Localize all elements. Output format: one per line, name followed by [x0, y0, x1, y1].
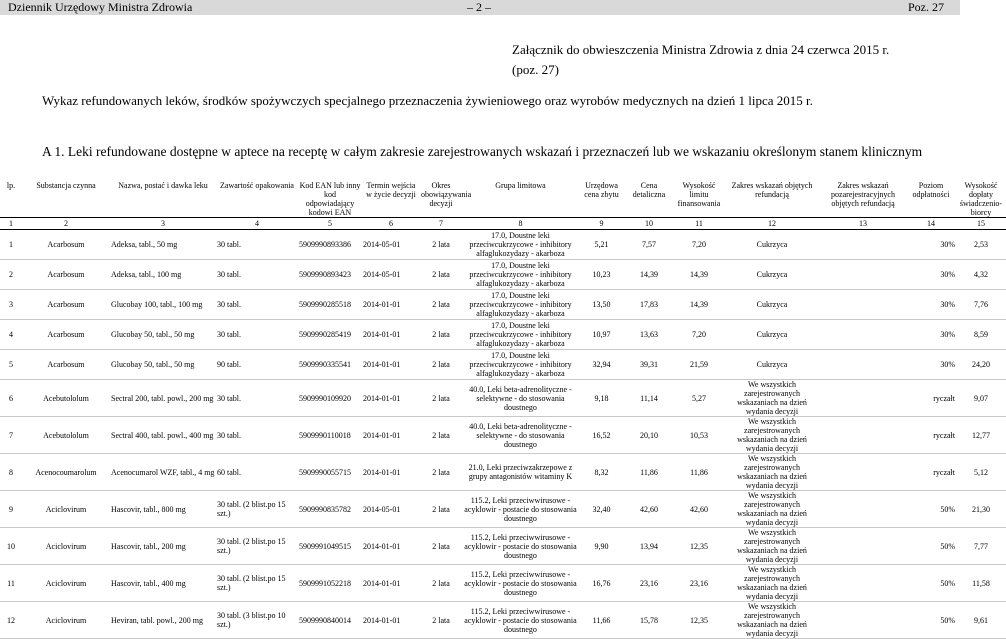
- copay-cell: 9,61: [956, 602, 1006, 639]
- substance-cell: Acenocoumarolum: [22, 454, 110, 491]
- copay-cell: 21,30: [956, 491, 1006, 528]
- payment-level-cell: ryczałt: [906, 454, 956, 491]
- column-number: 1: [0, 218, 22, 230]
- column-header: Poziom odpłatności: [912, 181, 950, 199]
- ean-cell: 5909991049515: [298, 528, 362, 565]
- copay-cell: 7,77: [956, 528, 1006, 565]
- start-date-cell: 2014-01-01: [362, 602, 420, 639]
- column-number: 8: [462, 218, 579, 230]
- copay-cell: 9,07: [956, 380, 1006, 417]
- drug-name-cell: Heviran, tabl. powl., 200 mg: [110, 602, 216, 639]
- table-row: [0, 491, 1006, 528]
- wholesale-price-cell: 16,52: [579, 417, 624, 454]
- offlabel-scope-cell: [820, 565, 906, 602]
- column-number: 11: [674, 218, 724, 230]
- limit-group-cell: 115.2, Leki przeciwwirusowe - acyklowir - postacie do stosowania doustnego: [462, 528, 579, 565]
- offlabel-scope-cell: [820, 260, 906, 290]
- drug-name-cell: Glucobay 50, tabl., 50 mg: [110, 350, 216, 380]
- financing-limit-cell: 5,27: [674, 380, 724, 417]
- period-cell: 2 lata: [420, 320, 462, 350]
- offlabel-scope-cell: [820, 528, 906, 565]
- column-number: 3: [110, 218, 216, 230]
- row-lp: 2: [0, 260, 22, 290]
- period-cell: 2 lata: [420, 230, 462, 260]
- retail-price-cell: 14,39: [624, 260, 674, 290]
- payment-level-cell: ryczałt: [906, 380, 956, 417]
- wholesale-price-cell: 16,76: [579, 565, 624, 602]
- section-title: A 1. Leki refundowane dostępne w aptece na receptę w całym zakresie zarejestrowanych wskazań i przeznaczeń lub we wskazaniu określonym stanem klinicznym: [42, 144, 923, 159]
- limit-group-cell: 21.0, Leki przeciwzakrzepowe z grupy antagonistów witaminy K: [462, 454, 579, 491]
- row-lp: 12: [0, 602, 22, 639]
- row-lp: 11: [0, 565, 22, 602]
- copay-cell: 24,20: [956, 350, 1006, 380]
- financing-limit-cell: 12,35: [674, 602, 724, 639]
- offlabel-scope-cell: [820, 491, 906, 528]
- row-lp: 5: [0, 350, 22, 380]
- package-cell: 30 tabl. (2 blist.po 15 szt.): [216, 528, 298, 565]
- column-header: Kod EAN lub inny kod odpowiadający kodowi EAN: [299, 181, 361, 217]
- ean-cell: 5909990055715: [298, 454, 362, 491]
- journal-title: Dziennik Urzędowy Ministra Zdrowia: [8, 0, 193, 14]
- payment-level-cell: 50%: [906, 491, 956, 528]
- payment-level-cell: 50%: [906, 528, 956, 565]
- column-header: Zakres wskazań objętych refundacją: [731, 181, 813, 199]
- substance-cell: Acarbosum: [22, 320, 110, 350]
- column-header: Zakres wskazań pozarejestracyjnych objętych refundacją: [831, 181, 895, 208]
- ean-cell: 5909990835782: [298, 491, 362, 528]
- drug-name-cell: Sectral 400, tabl. powl., 400 mg: [110, 417, 216, 454]
- column-number: 10: [624, 218, 674, 230]
- retail-price-cell: 13,94: [624, 528, 674, 565]
- indication-scope-cell: Cukrzyca: [724, 320, 820, 350]
- table-row: [0, 417, 1006, 454]
- table-row: [0, 528, 1006, 565]
- start-date-cell: 2014-01-01: [362, 565, 420, 602]
- wholesale-price-cell: 9,90: [579, 528, 624, 565]
- limit-group-cell: 40.0, Leki beta-adrenolityczne - selektywne - do stosowania doustnego: [462, 417, 579, 454]
- drug-name-cell: Hascovir, tabl., 200 mg: [110, 528, 216, 565]
- column-header: Cena detaliczna: [632, 181, 666, 199]
- column-number: 14: [906, 218, 956, 230]
- financing-limit-cell: 14,39: [674, 290, 724, 320]
- financing-limit-cell: 14,39: [674, 260, 724, 290]
- table-row: [0, 380, 1006, 417]
- payment-level-cell: 50%: [906, 602, 956, 639]
- indication-scope-cell: Cukrzyca: [724, 350, 820, 380]
- drug-name-cell: Adeksa, tabl., 50 mg: [110, 230, 216, 260]
- column-number: 9: [579, 218, 624, 230]
- limit-group-cell: 17.0, Doustne leki przeciwcukrzycowe - inhibitory alfaglukozydazy - akarboza: [462, 320, 579, 350]
- page-header: [0, 0, 960, 15]
- retail-price-cell: 7,57: [624, 230, 674, 260]
- column-header: Grupa limitowa: [495, 181, 546, 190]
- wholesale-price-cell: 5,21: [579, 230, 624, 260]
- table-row: [0, 602, 1006, 639]
- copay-cell: 5,12: [956, 454, 1006, 491]
- document-title: Wykaz refundowanych leków, środków spożywczych specjalnego przeznaczenia żywieniowego oraz wyrobów medycznych na dzień 1 lipca 2015 r.: [42, 93, 813, 108]
- limit-group-cell: 115.2, Leki przeciwwirusowe - acyklowir - postacie do stosowania doustnego: [462, 602, 579, 639]
- copay-cell: 11,58: [956, 565, 1006, 602]
- financing-limit-cell: 21,59: [674, 350, 724, 380]
- column-header: Nazwa, postać i dawka leku: [118, 181, 208, 190]
- row-lp: 6: [0, 380, 22, 417]
- start-date-cell: 2014-05-01: [362, 260, 420, 290]
- package-cell: 30 tabl. (2 blist.po 15 szt.): [216, 491, 298, 528]
- table-row: [0, 565, 1006, 602]
- period-cell: 2 lata: [420, 350, 462, 380]
- column-number: 6: [362, 218, 420, 230]
- limit-group-cell: 17.0, Doustne leki przeciwcukrzycowe - inhibitory alfaglukozydazy - akarboza: [462, 290, 579, 320]
- indication-scope-cell: Cukrzyca: [724, 230, 820, 260]
- drug-name-cell: Sectral 200, tabl. powl., 200 mg: [110, 380, 216, 417]
- table-row: [0, 230, 1006, 260]
- package-cell: 30 tabl.: [216, 320, 298, 350]
- copay-cell: 12,77: [956, 417, 1006, 454]
- retail-price-cell: 20,10: [624, 417, 674, 454]
- table-row: [0, 350, 1006, 380]
- retail-price-cell: 23,16: [624, 565, 674, 602]
- offlabel-scope-cell: [820, 602, 906, 639]
- indication-scope-cell: We wszystkich zarejestrowanych wskazaniach na dzień wydania decyzji: [724, 454, 820, 491]
- table-row: [0, 290, 1006, 320]
- payment-level-cell: 30%: [906, 350, 956, 380]
- column-header: Termin wejścia w życie decyzji: [366, 181, 416, 199]
- ean-cell: 5909990110018: [298, 417, 362, 454]
- substance-cell: Acarbosum: [22, 350, 110, 380]
- payment-level-cell: 50%: [906, 565, 956, 602]
- wholesale-price-cell: 8,32: [579, 454, 624, 491]
- financing-limit-cell: 42,60: [674, 491, 724, 528]
- financing-limit-cell: 7,20: [674, 320, 724, 350]
- payment-level-cell: 30%: [906, 230, 956, 260]
- column-header: Substancja czynna: [36, 181, 96, 190]
- substance-cell: Acebutololum: [22, 417, 110, 454]
- financing-limit-cell: 12,35: [674, 528, 724, 565]
- drug-name-cell: Hascovir, tabl., 400 mg: [110, 565, 216, 602]
- page-number: – 2 –: [467, 0, 491, 14]
- drug-name-cell: Glucobay 100, tabl., 100 mg: [110, 290, 216, 320]
- row-lp: 3: [0, 290, 22, 320]
- column-number: 12: [724, 218, 820, 230]
- indication-scope-cell: We wszystkich zarejestrowanych wskazaniach na dzień wydania decyzji: [724, 380, 820, 417]
- start-date-cell: 2014-01-01: [362, 454, 420, 491]
- table-row: [0, 260, 1006, 290]
- wholesale-price-cell: 9,18: [579, 380, 624, 417]
- row-lp: 4: [0, 320, 22, 350]
- period-cell: 2 lata: [420, 565, 462, 602]
- start-date-cell: 2014-01-01: [362, 417, 420, 454]
- ean-cell: 5909990893423: [298, 260, 362, 290]
- retail-price-cell: 11,86: [624, 454, 674, 491]
- financing-limit-cell: 11,86: [674, 454, 724, 491]
- package-cell: 30 tabl.: [216, 260, 298, 290]
- period-cell: 2 lata: [420, 290, 462, 320]
- ean-cell: 5909990285518: [298, 290, 362, 320]
- column-header: lp.: [6, 181, 16, 190]
- indication-scope-cell: We wszystkich zarejestrowanych wskazaniach na dzień wydania decyzji: [724, 565, 820, 602]
- wholesale-price-cell: 10,23: [579, 260, 624, 290]
- start-date-cell: 2014-05-01: [362, 230, 420, 260]
- row-lp: 1: [0, 230, 22, 260]
- column-header: Zawartość opakowania: [220, 181, 294, 190]
- limit-group-cell: 40.0, Leki beta-adrenolityczne - selektywne - do stosowania doustnego: [462, 380, 579, 417]
- ean-cell: 5909990335541: [298, 350, 362, 380]
- package-cell: 30 tabl.: [216, 290, 298, 320]
- retail-price-cell: 13,63: [624, 320, 674, 350]
- ean-cell: 5909990109920: [298, 380, 362, 417]
- offlabel-scope-cell: [820, 320, 906, 350]
- ean-cell: 5909990893386: [298, 230, 362, 260]
- wholesale-price-cell: 13,50: [579, 290, 624, 320]
- period-cell: 2 lata: [420, 491, 462, 528]
- ean-cell: 5909990285419: [298, 320, 362, 350]
- drug-name-cell: Glucobay 50, tabl., 50 mg: [110, 320, 216, 350]
- period-cell: 2 lata: [420, 602, 462, 639]
- payment-level-cell: ryczałt: [906, 417, 956, 454]
- column-number: 5: [298, 218, 362, 230]
- offlabel-scope-cell: [820, 290, 906, 320]
- column-number: 15: [956, 218, 1006, 230]
- payment-level-cell: 30%: [906, 260, 956, 290]
- limit-group-cell: 115.2, Leki przeciwwirusowe - acyklowir - postacie do stosowania doustnego: [462, 491, 579, 528]
- column-number: 2: [22, 218, 110, 230]
- column-header: Okres obowiązywania decyzji: [421, 181, 472, 208]
- package-cell: 30 tabl.: [216, 230, 298, 260]
- copay-cell: 8,59: [956, 320, 1006, 350]
- start-date-cell: 2014-01-01: [362, 320, 420, 350]
- start-date-cell: 2014-01-01: [362, 290, 420, 320]
- start-date-cell: 2014-01-01: [362, 380, 420, 417]
- offlabel-scope-cell: [820, 454, 906, 491]
- limit-group-cell: 17.0, Doustne leki przeciwcukrzycowe - inhibitory alfaglukozydazy - akarboza: [462, 230, 579, 260]
- financing-limit-cell: 7,20: [674, 230, 724, 260]
- substance-cell: Acarbosum: [22, 230, 110, 260]
- wholesale-price-cell: 32,94: [579, 350, 624, 380]
- financing-limit-cell: 23,16: [674, 565, 724, 602]
- package-cell: 60 tabl.: [216, 454, 298, 491]
- table-row: [0, 454, 1006, 491]
- period-cell: 2 lata: [420, 454, 462, 491]
- wholesale-price-cell: 11,66: [579, 602, 624, 639]
- header-row: [0, 181, 1006, 218]
- offlabel-scope-cell: [820, 380, 906, 417]
- wholesale-price-cell: 10,97: [579, 320, 624, 350]
- column-header: Wysokość dopłaty świadczenio-biorcy: [959, 181, 1003, 217]
- start-date-cell: 2014-01-01: [362, 350, 420, 380]
- offlabel-scope-cell: [820, 350, 906, 380]
- position-number: Poz. 27: [908, 0, 944, 14]
- row-lp: 9: [0, 491, 22, 528]
- drug-name-cell: Acenocumarol WZF, tabl., 4 mg: [110, 454, 216, 491]
- indication-scope-cell: Cukrzyca: [724, 290, 820, 320]
- indication-scope-cell: We wszystkich zarejestrowanych wskazaniach na dzień wydania decyzji: [724, 528, 820, 565]
- column-header: Urzędowa cena zbytu: [584, 181, 619, 199]
- start-date-cell: 2014-05-01: [362, 491, 420, 528]
- copay-cell: 7,76: [956, 290, 1006, 320]
- indication-scope-cell: We wszystkich zarejestrowanych wskazaniach na dzień wydania decyzji: [724, 417, 820, 454]
- annex-line-2: (poz. 27): [512, 62, 559, 77]
- retail-price-cell: 17,83: [624, 290, 674, 320]
- offlabel-scope-cell: [820, 230, 906, 260]
- indication-scope-cell: We wszystkich zarejestrowanych wskazaniach na dzień wydania decyzji: [724, 602, 820, 639]
- drug-table: [0, 181, 1006, 639]
- retail-price-cell: 15,78: [624, 602, 674, 639]
- annex-note: [512, 40, 952, 80]
- substance-cell: Aciclovirum: [22, 565, 110, 602]
- retail-price-cell: 39,31: [624, 350, 674, 380]
- limit-group-cell: 17.0, Doustne leki przeciwcukrzycowe - inhibitory alfaglukozydazy - akarboza: [462, 260, 579, 290]
- column-number: 13: [820, 218, 906, 230]
- column-number: 7: [420, 218, 462, 230]
- retail-price-cell: 42,60: [624, 491, 674, 528]
- column-number: 4: [216, 218, 298, 230]
- limit-group-cell: 115.2, Leki przeciwwirusowe - acyklowir - postacie do stosowania doustnego: [462, 565, 579, 602]
- period-cell: 2 lata: [420, 260, 462, 290]
- substance-cell: Acarbosum: [22, 290, 110, 320]
- limit-group-cell: 17.0, Doustne leki przeciwcukrzycowe - inhibitory alfaglukozydazy - akarboza: [462, 350, 579, 380]
- substance-cell: Acebutololum: [22, 380, 110, 417]
- financing-limit-cell: 10,53: [674, 417, 724, 454]
- period-cell: 2 lata: [420, 528, 462, 565]
- indication-scope-cell: Cukrzyca: [724, 260, 820, 290]
- package-cell: 90 tabl.: [216, 350, 298, 380]
- package-cell: 30 tabl.: [216, 380, 298, 417]
- copay-cell: 4,32: [956, 260, 1006, 290]
- substance-cell: Aciclovirum: [22, 602, 110, 639]
- package-cell: 30 tabl.: [216, 417, 298, 454]
- payment-level-cell: 30%: [906, 320, 956, 350]
- period-cell: 2 lata: [420, 380, 462, 417]
- table-row: [0, 320, 1006, 350]
- package-cell: 30 tabl. (2 blist.po 15 szt.): [216, 565, 298, 602]
- annex-line-1: Załącznik do obwieszczenia Ministra Zdrowia z dnia 24 czerwca 2015 r.: [512, 42, 890, 57]
- substance-cell: Aciclovirum: [22, 491, 110, 528]
- row-lp: 10: [0, 528, 22, 565]
- indication-scope-cell: We wszystkich zarejestrowanych wskazaniach na dzień wydania decyzji: [724, 491, 820, 528]
- row-lp: 8: [0, 454, 22, 491]
- ean-cell: 5909991052218: [298, 565, 362, 602]
- payment-level-cell: 30%: [906, 290, 956, 320]
- ean-cell: 5909990840014: [298, 602, 362, 639]
- offlabel-scope-cell: [820, 417, 906, 454]
- row-lp: 7: [0, 417, 22, 454]
- package-cell: 30 tabl. (3 blist.po 10 szt.): [216, 602, 298, 639]
- drug-name-cell: Adeksa, tabl., 100 mg: [110, 260, 216, 290]
- drug-name-cell: Hascovir, tabl., 800 mg: [110, 491, 216, 528]
- substance-cell: Aciclovirum: [22, 528, 110, 565]
- column-header: Wysokość limitu finansowania: [677, 181, 721, 208]
- start-date-cell: 2014-01-01: [362, 528, 420, 565]
- retail-price-cell: 11,14: [624, 380, 674, 417]
- wholesale-price-cell: 32,40: [579, 491, 624, 528]
- period-cell: 2 lata: [420, 417, 462, 454]
- column-number-row: [0, 218, 1006, 230]
- copay-cell: 2,53: [956, 230, 1006, 260]
- substance-cell: Acarbosum: [22, 260, 110, 290]
